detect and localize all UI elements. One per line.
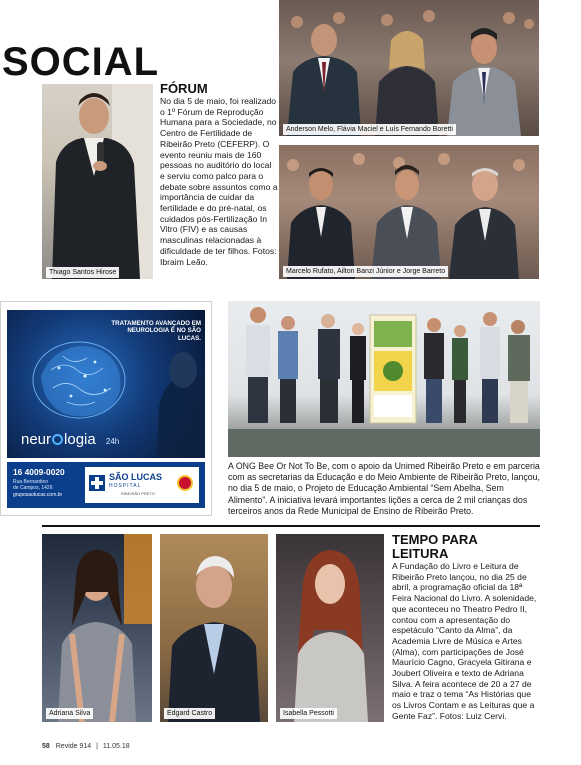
caption-audience-bottom: Marcelo Rufato, Ailton Banzi Júnior e Jorge Barreto [283, 266, 448, 277]
ong-group-figures [228, 301, 540, 457]
ad-website[interactable]: gruposaolucas.com.br [13, 492, 63, 498]
footer-separator: | [96, 743, 98, 750]
forum-audience-photo-bottom [279, 145, 539, 279]
leitura-body: A Fundação do Livro e Leitura de Ribeirão Preto lançou, no dia 25 de abril, a programação oficial da 18ª Feira Nacional do Livro. A solenidade, que aconteceu no Theatro Pedro II, contou com a apresentação do espetáculo “Canto da Alma”, da Academia Livre de Música e Artes (Alma), com participações de José Maurício Cagno, Gracyela Gitirana e Joubert Oliveira e texto de Adriana Silva. A feira acontece de 20 a 27 de maio e traz o tema “As Histórias que os Livros Contam e as Leituras que a Gente Faz”. Fotos: Luiz Cervi. [392, 561, 537, 721]
ad-address-line2: de Campos, 1426 [13, 485, 53, 491]
ad-brand-prefix: neur [21, 431, 52, 448]
section-title: SOCIAL [2, 40, 160, 84]
ad-headline: TRATAMENTO AVANÇADO EM NEUROLOGIA É NO SÃO LUCAS. [111, 320, 201, 342]
leitura-photo-edgard [160, 534, 268, 722]
speaker-figure [42, 84, 153, 279]
ad-brand [21, 432, 119, 450]
ad-footer-bar [7, 462, 205, 508]
magazine-name: Revide 914 [55, 743, 92, 750]
ad-hospital-logo [85, 467, 199, 503]
isabella-figure [276, 534, 384, 722]
caption-speaker: Thiago Santos Hirose [46, 267, 119, 278]
audience-top-figures [279, 0, 539, 136]
forum-audience-photo-top [279, 0, 539, 136]
leitura-title-line1: TEMPO PARA [392, 532, 478, 547]
caption-edgard: Edgard Castro [164, 708, 215, 719]
accreditation-seal-icon [177, 475, 193, 491]
ong-group-photo [228, 301, 540, 457]
ad-hospital-name: SÃO LUCAS [109, 472, 163, 482]
caption-adriana: Adriana Silva [46, 708, 93, 719]
caption-audience-top: Anderson Melo, Flávia Maciel e Luís Fernando Boretti [283, 124, 456, 135]
issue-date: 11.05.18 [102, 743, 130, 750]
leitura-photo-adriana [42, 534, 152, 722]
hospital-cross-icon [89, 475, 105, 491]
adriana-figure [42, 534, 152, 722]
page-footer [42, 743, 130, 750]
ad-brand-suffix: logia [64, 431, 96, 448]
audience-bottom-figures [279, 145, 539, 279]
leitura-photo-isabella [276, 534, 384, 722]
leitura-title-line2: LEITURA [392, 546, 449, 561]
ad-hospital-label: HOSPITAL [109, 483, 142, 489]
ad-phone[interactable]: 16 4009-0020 [13, 467, 65, 477]
ad-hero-area [7, 310, 205, 458]
ad-hours: 24h [105, 437, 120, 446]
edgard-figure [160, 534, 268, 722]
forum-speaker-photo [42, 84, 153, 279]
section-divider [42, 525, 540, 527]
forum-body: No dia 5 de maio, foi realizado o 1º Fórum de Reprodução Humana para a Sociedade, no Centro de Fertilidade de Ribeirão Preto (CEFERP). O evento reuniu mais de 160 pessoas no auditório do local e serviu como palco para o debate sobre assuntos como a importância de cuidar da fertilidade e do pré-natal, os cuidados pós-Fertilização In Vitro (FIV) e as causas masculinas relacionadas à dificuldade de ter filhos. Fotos: Ibraim Leão. [160, 96, 278, 267]
ad-brand-o-icon [52, 434, 63, 445]
caption-isabella: Isabella Pessotti [280, 708, 337, 719]
ad-address-line1: Rua Bernardino [13, 479, 49, 485]
forum-title: FÓRUM [160, 81, 208, 96]
page-number: 58 [42, 743, 50, 750]
ong-body: A ONG Bee Or Not To Be, com o apoio da Unimed Ribeirão Preto e em parceria com as secretarias da Educação e do Meio Ambiente de Ribeirão Preto, lançou, no dia 5 de maio, o Projeto de Educação Ambiental “Sem Abelha, Sem Alimento”. A iniciativa levará importantes lições a cerca de 2 mil crianças dos terceiros anos da Rede Municipal de Ensino de Ribeirão Preto. [228, 461, 540, 516]
ad-sao-lucas[interactable] [0, 301, 212, 516]
ad-hospital-city: RIBEIRÃO PRETO [121, 491, 155, 496]
